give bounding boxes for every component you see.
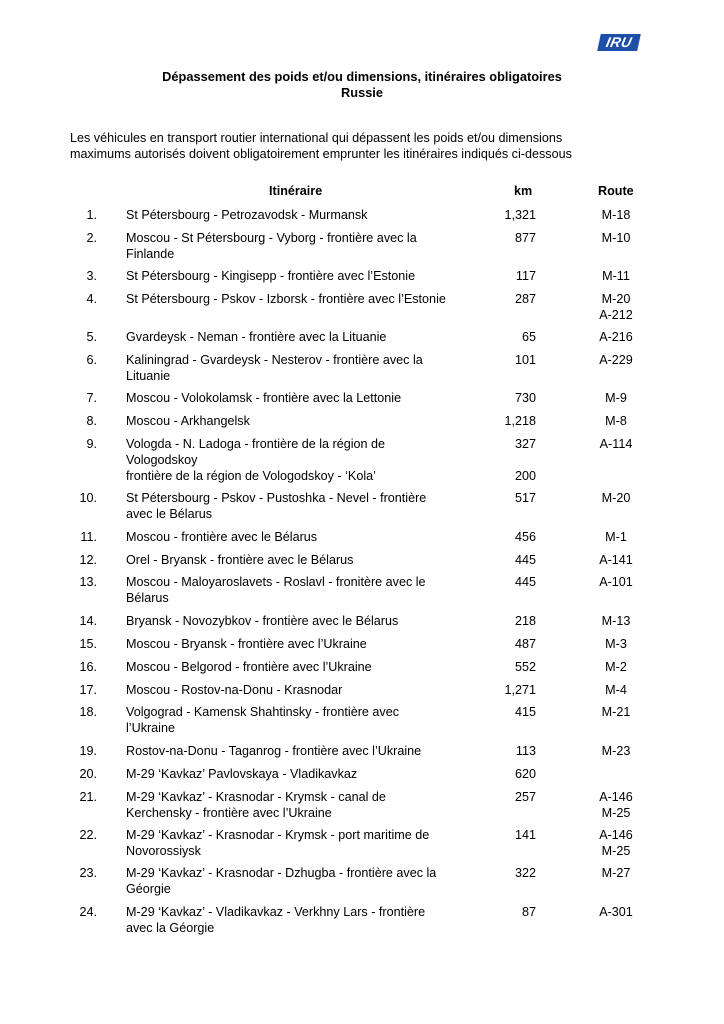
route-code: A-101 — [599, 575, 633, 589]
row-route — [584, 613, 648, 629]
itinerary-line: l’Ukraine — [126, 721, 175, 735]
row-number: 24. — [79, 905, 97, 919]
km-value: 877 — [514, 231, 536, 245]
row-number: 10. — [79, 491, 97, 505]
itinerary-line: Novorossiysk — [126, 844, 201, 858]
row-itinerary — [126, 230, 476, 262]
itinerary-line: Rostov-na-Donu - Taganrog - frontière avec l’Ukraine — [126, 744, 422, 758]
itinerary-line: frontière de la région de Vologodskoy - ‘Kola’ — [126, 469, 376, 483]
row-km — [470, 704, 536, 720]
row-route — [584, 552, 648, 568]
row-itinerary — [126, 529, 476, 545]
route-code: M-2 — [605, 660, 627, 674]
intro-line: maximums autorisés doivent obligatoirement emprunter les itinéraires indiqués ci-dessous — [70, 147, 572, 161]
row-itinerary — [126, 268, 476, 284]
row-number: 18. — [79, 705, 97, 719]
itinerary-line: Kerchensky - frontière avec l’Ukraine — [126, 806, 332, 820]
row-itinerary — [126, 207, 476, 223]
row-itinerary — [126, 659, 476, 675]
itinerary-line: St Pétersbourg - Pskov - Pustoshka - Nevel - frontière — [126, 491, 427, 505]
row-route — [584, 904, 648, 920]
itinerary-line: Bryansk - Novozybkov - frontière avec le Bélarus — [126, 614, 399, 628]
itinerary-line: M-29 ‘Kavkaz’ - Vladikavkaz - Verkhny Lars - frontière — [126, 905, 426, 919]
km-value: 87 — [521, 905, 536, 919]
km-value: 113 — [515, 744, 536, 758]
row-route — [584, 827, 648, 859]
route-code: M-25 — [601, 844, 631, 858]
row-km — [470, 682, 536, 698]
row-km — [470, 352, 536, 368]
row-km — [470, 743, 536, 759]
row-number: 21. — [79, 790, 97, 804]
itinerary-line: St Pétersbourg - Kingisepp - frontière avec l’Estonie — [126, 269, 416, 283]
route-code: M-21 — [601, 705, 631, 719]
row-route — [584, 704, 648, 720]
route-code: A-229 — [599, 353, 633, 367]
km-value: 327 — [514, 437, 536, 451]
row-km — [470, 329, 536, 345]
row-km — [470, 207, 536, 223]
itinerary-line: M-29 ‘Kavkaz’ - Krasnodar - Dzhugba - frontière avec la — [126, 866, 437, 880]
itinerary-line: M-29 ‘Kavkaz’ - Krasnodar - Krymsk - port maritime de — [126, 828, 430, 842]
row-route — [584, 789, 648, 821]
row-km — [470, 230, 536, 246]
itinerary-line: Moscou - Arkhangelsk — [126, 414, 250, 428]
route-code: M-25 — [601, 806, 631, 820]
row-number: 22. — [79, 828, 97, 842]
intro-line: Les véhicules en transport routier international qui dépassent les poids et/ou dimensions — [70, 131, 563, 145]
km-value: 117 — [515, 269, 536, 283]
row-km — [470, 291, 536, 307]
itinerary-line: Gvardeysk - Neman - frontière avec la Lituanie — [126, 330, 387, 344]
km-value: 101 — [514, 353, 536, 367]
row-itinerary — [126, 390, 476, 406]
km-value: 487 — [514, 637, 536, 651]
row-km — [470, 636, 536, 652]
row-number: 4. — [86, 292, 97, 306]
row-km — [470, 865, 536, 881]
itinerary-line: Moscou - St Pétersbourg - Vyborg - frontière avec la — [126, 231, 417, 245]
row-km — [470, 436, 536, 484]
route-code: M-18 — [601, 208, 631, 222]
route-code: M-13 — [601, 614, 631, 628]
row-number: 20. — [79, 767, 97, 781]
row-itinerary — [126, 865, 476, 897]
row-route — [584, 490, 648, 506]
row-km — [470, 490, 536, 506]
row-itinerary — [126, 329, 476, 345]
row-km — [470, 789, 536, 805]
row-number: 6. — [86, 353, 97, 367]
row-km — [470, 529, 536, 545]
route-code: A-146 — [599, 790, 633, 804]
row-km — [470, 413, 536, 429]
itinerary-line: Moscou - Volokolamsk - frontière avec la Lettonie — [126, 391, 402, 405]
row-route — [584, 207, 648, 223]
row-itinerary — [126, 552, 476, 568]
row-number: 3. — [86, 269, 97, 283]
row-route — [584, 352, 648, 368]
route-code: M-3 — [605, 637, 627, 651]
row-itinerary — [126, 704, 476, 736]
km-value: 287 — [514, 292, 536, 306]
km-value: 456 — [514, 530, 536, 544]
page-title: Dépassement des poids et/ou dimensions, itinéraires obligatoires — [162, 69, 562, 84]
row-number: 5. — [86, 330, 97, 344]
itinerary-line: Orel - Bryansk - frontière avec le Bélarus — [126, 553, 354, 567]
route-code: M-8 — [605, 414, 627, 428]
km-value: 200 — [514, 469, 536, 483]
km-value: 257 — [514, 790, 536, 804]
row-route — [584, 436, 648, 452]
row-number: 14. — [79, 614, 97, 628]
row-km — [470, 390, 536, 406]
row-number: 1. — [86, 208, 97, 222]
itinerary-line: Vologodskoy — [126, 453, 198, 467]
km-value: 218 — [514, 614, 536, 628]
row-number: 13. — [79, 575, 97, 589]
km-value: 1,271 — [504, 683, 536, 697]
row-number: 11. — [80, 530, 97, 544]
itinerary-line: Bélarus — [126, 591, 169, 605]
row-route — [584, 865, 648, 881]
row-number: 12. — [79, 553, 97, 567]
route-code: M-20 — [601, 491, 631, 505]
km-value: 1,218 — [504, 414, 536, 428]
row-itinerary — [126, 766, 476, 782]
header-itineraire: Itinéraire — [269, 184, 323, 198]
km-value: 65 — [521, 330, 536, 344]
km-value: 730 — [514, 391, 536, 405]
row-itinerary — [126, 682, 476, 698]
itinerary-line: Moscou - Rostov-na-Donu - Krasnodar — [126, 683, 343, 697]
route-code: A-114 — [599, 437, 633, 451]
row-number: 2. — [86, 231, 97, 245]
itinerary-line: St Pétersbourg - Petrozavodsk - Murmansk — [126, 208, 368, 222]
route-code: M-1 — [605, 530, 627, 544]
itinerary-line: Vologda - N. Ladoga - frontière de la région de — [126, 437, 386, 451]
itinerary-line: Moscou - Belgorod - frontière avec l’Ukraine — [126, 660, 372, 674]
row-itinerary — [126, 413, 476, 429]
row-route — [584, 529, 648, 545]
route-code: A-216 — [599, 330, 633, 344]
intro-paragraph — [70, 130, 650, 162]
itinerary-line: Finlande — [126, 247, 175, 261]
row-km — [470, 766, 536, 782]
row-km — [470, 268, 536, 284]
route-code: A-301 — [599, 905, 633, 919]
row-km — [470, 827, 536, 843]
route-code: M-27 — [601, 866, 631, 880]
row-route — [584, 390, 648, 406]
row-route — [584, 230, 648, 246]
itinerary-line: avec le Bélarus — [126, 507, 213, 521]
km-value: 517 — [514, 491, 536, 505]
route-code: M-23 — [601, 744, 631, 758]
header-route: Route — [598, 184, 634, 198]
row-route — [584, 413, 648, 429]
route-code: A-212 — [599, 308, 633, 322]
itinerary-line: Lituanie — [126, 369, 171, 383]
header-km: km — [514, 184, 533, 198]
row-number: 15. — [79, 637, 97, 651]
row-route — [584, 268, 648, 284]
row-km — [470, 574, 536, 590]
row-route — [584, 329, 648, 345]
km-value: 141 — [514, 828, 536, 842]
route-code: M-20 — [601, 292, 631, 306]
row-number: 7. — [86, 391, 97, 405]
row-number: 17. — [79, 683, 97, 697]
row-itinerary — [126, 436, 476, 484]
itinerary-line: M-29 ‘Kavkaz’ - Krasnodar - Krymsk - canal de — [126, 790, 386, 804]
row-route — [584, 291, 648, 323]
itinerary-line: Moscou - Bryansk - frontière avec l’Ukraine — [126, 637, 367, 651]
km-value — [470, 452, 536, 468]
itinerary-line: Moscou - Maloyaroslavets - Roslavl - fronitère avec le — [126, 575, 426, 589]
route-code: M-10 — [601, 231, 631, 245]
row-route — [584, 682, 648, 698]
km-value: 445 — [514, 553, 536, 567]
row-km — [470, 904, 536, 920]
row-itinerary — [126, 904, 476, 936]
row-route — [584, 659, 648, 675]
row-number: 8. — [86, 414, 97, 428]
row-itinerary — [126, 291, 476, 307]
row-itinerary — [126, 743, 476, 759]
km-value: 552 — [514, 660, 536, 674]
row-km — [470, 659, 536, 675]
route-code: M-9 — [605, 391, 627, 405]
km-value: 415 — [514, 705, 536, 719]
route-code: A-141 — [599, 553, 633, 567]
km-value: 445 — [514, 575, 536, 589]
row-itinerary — [126, 613, 476, 629]
row-route — [584, 743, 648, 759]
row-itinerary — [126, 574, 476, 606]
row-itinerary — [126, 789, 476, 821]
km-value: 322 — [514, 866, 536, 880]
row-itinerary — [126, 490, 476, 522]
itinerary-line: Volgograd - Kamensk Shahtinsky - frontière avec — [126, 705, 400, 719]
row-km — [470, 552, 536, 568]
itinerary-line: Géorgie — [126, 882, 171, 896]
page-subtitle: Russie — [341, 85, 383, 100]
route-code: A-146 — [599, 828, 633, 842]
row-number: 16. — [79, 660, 97, 674]
km-value: 1,321 — [504, 208, 536, 222]
row-itinerary — [126, 827, 476, 859]
row-route — [584, 636, 648, 652]
itinerary-line: M-29 ‘Kavkaz’ Pavlovskaya - Vladikavkaz — [126, 767, 358, 781]
iru-logo: IRU — [597, 34, 641, 51]
row-route — [584, 574, 648, 590]
row-km — [470, 613, 536, 629]
itinerary-line: Moscou - frontière avec le Bélarus — [126, 530, 318, 544]
km-value: 620 — [514, 767, 536, 781]
itinerary-line: St Pétersbourg - Pskov - Izborsk - frontière avec l’Estonie — [126, 292, 446, 306]
itinerary-line: Kaliningrad - Gvardeysk - Nesterov - frontière avec la — [126, 353, 423, 367]
row-itinerary — [126, 352, 476, 384]
row-itinerary — [126, 636, 476, 652]
row-number: 19. — [79, 744, 97, 758]
row-number: 23. — [79, 866, 97, 880]
route-code: M-4 — [605, 683, 627, 697]
itinerary-line: avec la Géorgie — [126, 921, 215, 935]
row-number: 9. — [86, 437, 97, 451]
route-code: M-11 — [602, 269, 630, 283]
